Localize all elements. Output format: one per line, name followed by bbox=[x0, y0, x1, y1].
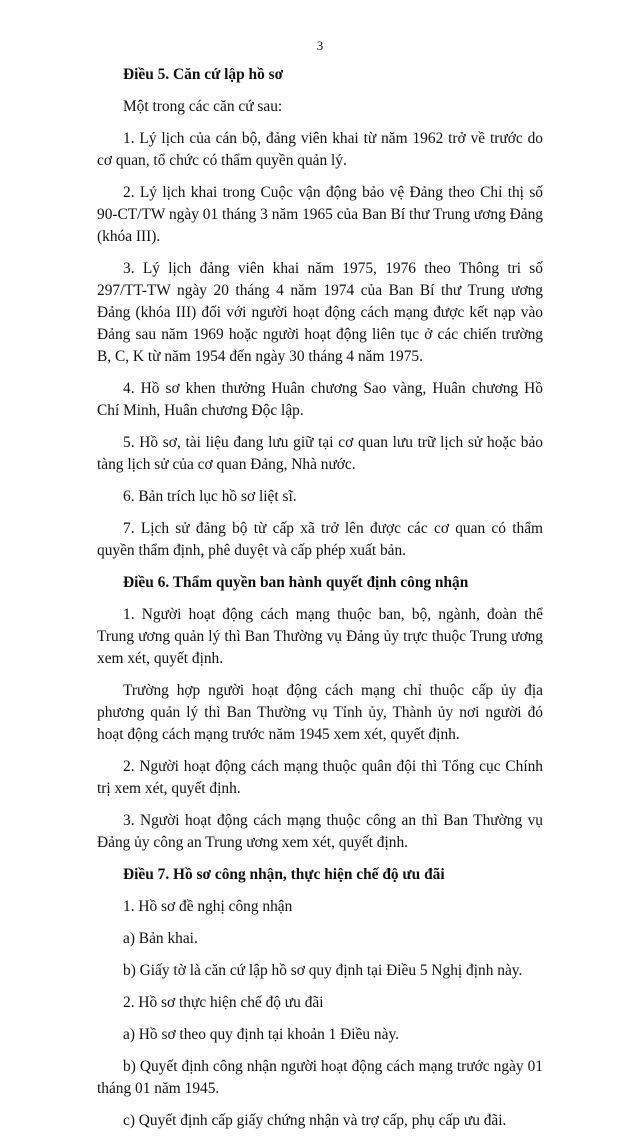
paragraph: c) Quyết định cấp giấy chứng nhận và trợ cấp, phụ cấp ưu đãi. bbox=[123, 1112, 507, 1129]
paragraph: b) Quyết định công nhận người hoạt động cách mạng trước ngày 01 tháng 01 năm 1945. bbox=[97, 1058, 543, 1097]
paragraph: a) Hồ sơ theo quy định tại khoản 1 Điều này. bbox=[123, 1026, 399, 1043]
paragraph: 4. Hồ sơ khen thưởng Huân chương Sao vàng, Huân chương Hồ Chí Minh, Huân chương Độc lập. bbox=[97, 380, 543, 419]
article-heading: Điều 7. Hồ sơ công nhận, thực hiện chế độ ưu đãi bbox=[123, 866, 445, 883]
paragraph: Trường hợp người hoạt động cách mạng chỉ thuộc cấp ủy địa phương quản lý thì Ban Thường vụ Tỉnh ủy, Thành ủy nơi người đó hoạt động cách mạng trước năm 1945 xem xét, quyết định. bbox=[97, 682, 543, 743]
paragraph: 1. Hồ sơ đề nghị công nhận bbox=[123, 898, 293, 915]
paragraph: 7. Lịch sử đảng bộ từ cấp xã trở lên được các cơ quan có thẩm quyền thẩm định, phê duyệt và cấp phép xuất bản. bbox=[97, 520, 543, 559]
paragraph: 3. Lý lịch đảng viên khai năm 1975, 1976 theo Thông tri số 297/TT-TW ngày 20 tháng 4 năm 1974 của Ban Bí thư Trung ương Đảng (khóa III) đối với người hoạt động cách mạng được kết nạp vào Đảng sau năm 1969 hoặc người hoạt động liên tục ở các chiến trường B, C, K từ năm 1954 đến ngày 30 tháng 4 năm 1975. bbox=[97, 260, 543, 365]
paragraph: a) Bản khai. bbox=[123, 930, 198, 947]
article-heading: Điều 5. Căn cứ lập hồ sơ bbox=[123, 66, 284, 83]
article-heading: Điều 6. Thẩm quyền ban hành quyết định công nhận bbox=[123, 574, 469, 591]
paragraph: Một trong các căn cứ sau: bbox=[123, 98, 283, 115]
paragraph: 2. Hồ sơ thực hiện chế độ ưu đãi bbox=[123, 994, 324, 1011]
paragraph: 1. Người hoạt động cách mạng thuộc ban, bộ, ngành, đoàn thể Trung ương quản lý thì Ban Thường vụ Đảng ủy trực thuộc Trung ương xem xét, quyết định. bbox=[97, 606, 543, 667]
paragraph: 1. Lý lịch của cán bộ, đảng viên khai từ năm 1962 trở về trước do cơ quan, tổ chức có thẩm quyền quản lý. bbox=[97, 130, 543, 169]
paragraph: 5. Hồ sơ, tài liệu đang lưu giữ tại cơ quan lưu trữ lịch sử hoặc bảo tàng lịch sử của cơ quan Đảng, Nhà nước. bbox=[97, 434, 543, 473]
page-number: 3 bbox=[316, 38, 324, 53]
paragraph: 6. Bản trích lục hồ sơ liệt sĩ. bbox=[123, 488, 297, 505]
paragraph: b) Giấy tờ là căn cứ lập hồ sơ quy định tại Điều 5 Nghị định này. bbox=[123, 962, 523, 979]
paragraph: 2. Người hoạt động cách mạng thuộc quân đội thì Tổng cục Chính trị xem xét, quyết định. bbox=[97, 758, 543, 797]
paragraph: 2. Lý lịch khai trong Cuộc vận động bảo vệ Đảng theo Chỉ thị số 90-CT/TW ngày 01 tháng 3 năm 1965 của Ban Bí thư Trung ương Đảng (khóa III). bbox=[97, 184, 543, 245]
document-body bbox=[97, 64, 543, 1142]
paragraph: 3. Người hoạt động cách mạng thuộc công an thì Ban Thường vụ Đảng ủy công an Trung ương xem xét, quyết định. bbox=[97, 812, 543, 851]
